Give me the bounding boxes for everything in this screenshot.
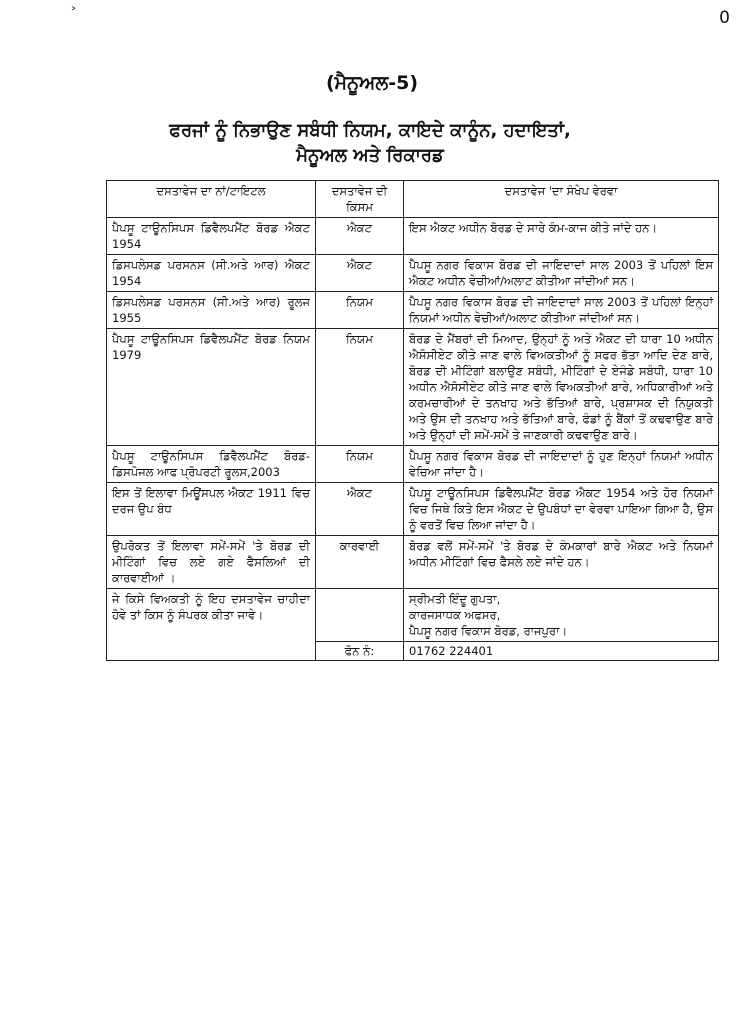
document-type: ਕਾਰਵਾਈ	[316, 536, 404, 589]
phone-label: ਫੋਨ ਨੰ:	[316, 642, 404, 661]
stray-mark: ˃	[70, 6, 77, 22]
table-row	[107, 483, 719, 536]
table-row	[107, 292, 719, 329]
document-type: ਨਿਯਮ	[316, 292, 404, 329]
manual-label: (ਮੈਨੂਅਲ-5)	[325, 72, 419, 94]
document-summary: ਬੋਰਡ ਦੇ ਮੈਂਬਰਾਂ ਦੀ ਮਿਆਦ, ਉਨ੍ਹਾਂ ਨੂੰ ਅਤੇ ਐਕਟ ਦੀ ਧਾਰਾ 10 ਅਧੀਨ ਐਸੋਸੀਏਟ ਕੀਤੇ ਜਾਣ ਵਾਲੇ ਵਿਅਕਤੀਆਂ ਨੂੰ ਸਫਰ ਭੱਤਾ ਆਦਿ ਦੇਣ ਬਾਰੇ, ਬੋਰਡ ਦੀ ਮੀਟਿੰਗਾਂ ਬਲਾਉਣ ਸਬੰਧੀ, ਮੀਟਿੰਗਾਂ ਦੇ ਏਜੰਡੇ ਸਬੰਧੀ, ਧਾਰਾ 10 ਅਧੀਨ ਐਸੋਸੀਏਟ ਕੀਤੇ ਜਾਣ ਵਾਲੇ ਵਿਅਕਤੀਆਂ ਬਾਰੇ, ਅਧਿਕਾਰੀਆਂ ਅਤੇ ਕਰਮਚਾਰੀਆਂ ਦੇ ਤਨਖਾਹ ਅਤੇ ਭੱਤਿਆਂ ਬਾਰੇ, ਪ੍ਰਸ਼ਾਸਕ ਦੀ ਨਿਯੁਕਤੀ ਅਤੇ ਉਸ ਦੀ ਤਨਖਾਹ ਅਤੇ ਭੱਤਿਆਂ ਬਾਰੇ, ਫੰਡਾਂ ਨੂੰ ਬੈਂਕਾਂ ਤੋਂ ਕਢਵਾਉਣ ਬਾਰੇ ਅਤੇ ਉਨ੍ਹਾਂ ਦੀ ਸਮੇਂ-ਸਮੇਂ ਤੇ ਜਾਣਕਾਰੀ ਕਢਵਾਉਣ ਬਾਰੇ।	[404, 329, 719, 446]
document-type: ਐਕਟ	[316, 483, 404, 536]
document-summary: ਬੋਰਡ ਵਲੋਂ ਸਮੇਂ-ਸਮੇਂ 'ਤੇ ਬੋਰਡ ਦੇ ਕੰਮਕਾਰਾਂ ਬਾਰੇ ਐਕਟ ਅਤੇ ਨਿਯਮਾਂ ਅਧੀਨ ਮੀਟਿੰਗਾਂ ਵਿਚ ਫੈਸਲੇ ਲਏ ਜਾਂਦੇ ਹਨ।	[404, 536, 719, 589]
office-name: ਪੈਪਸੂ ਨਗਰ ਵਿਕਾਸ ਬੋਰਡ, ਰਾਜਪੁਰਾ।	[409, 624, 568, 638]
document-type: ਐਕਟ	[316, 218, 404, 255]
contact-type-cell	[316, 589, 404, 642]
table-row	[107, 536, 719, 589]
document-summary: ਇਸ ਐਕਟ ਅਧੀਨ ਬੋਰਡ ਦੇ ਸਾਰੇ ਕੰਮ-ਕਾਜ ਕੀਤੇ ਜਾਂਦੇ ਹਨ।	[404, 218, 719, 255]
table-header-row	[107, 181, 719, 218]
title-line-1: ਫਰਜਾਂ ਨੂੰ ਨਿਭਾਉਣ ਸਬੰਧੀ ਨਿਯਮ, ਕਾਇਦੇ ਕਾਨੂੰਨ, ਹਦਾਇਤਾਂ,	[169, 120, 571, 141]
table-row	[107, 218, 719, 255]
document-name: ਪੈਪਸੂ ਟਾਊਨਸਿਪਸ ਡਿਵੈਲਪਮੈਂਟ ਬੋਰਡ ਐਕਟ 1954	[107, 218, 316, 255]
document-name: ਡਿਸਪਲੇਸਡ ਪਰਸਨਸ (ਸੀ.ਅਤੇ ਆਰ) ਰੂਲਜ 1955	[107, 292, 316, 329]
document-name: ਇਸ ਤੋਂ ਇਲਾਵਾ ਮਿਊਂਸਪਲ ਐਕਟ 1911 ਵਿਚ ਦਰਜ ਉਪ ਬੰਧ	[107, 483, 316, 536]
officer-title: ਕਾਰਜਸਾਧਕ ਅਫਸਰ,	[409, 608, 501, 622]
document-type: ਨਿਯਮ	[316, 329, 404, 446]
table-row	[107, 446, 719, 483]
document-name: ਉਪਰੋਕਤ ਤੋਂ ਇਲਾਵਾ ਸਮੇਂ-ਸਮੇਂ 'ਤੇ ਬੋਰਡ ਦੀ ਮੀਟਿੰਗਾਂ ਵਿਚ ਲਏ ਗਏ ਫੈਸਲਿਆਂ ਦੀ ਕਾਰਵਾਈਆਂ ।	[107, 536, 316, 589]
documents-table	[106, 180, 719, 661]
contact-details	[404, 589, 719, 642]
document-name: ਪੈਪਸੂ ਟਾਊਨਸਿਪਸ ਡਿਵੈਲਪਮੈਂਟ ਬੋਰਡ ਨਿਯਮ 1979	[107, 329, 316, 446]
document-type: ਐਕਟ	[316, 255, 404, 292]
phone-number: 01762 224401	[404, 642, 719, 661]
header-document-summary: ਦਸਤਾਵੇਜ 'ਦਾ ਸੰਖੇਪ ਵੇਰਵਾ	[404, 181, 719, 218]
document-summary: ਪੈਪਸੂ ਟਾਊਨਸਿਪਸ ਡਿਵੈਲਪਮੈਂਟ ਬੋਰਡ ਐਕਟ 1954 ਅਤੇ ਹੋਰ ਨਿਯਮਾਂ ਵਿਚ ਜਿਥੇ ਕਿਤੇ ਇਸ ਐਕਟ ਦੇ ਉਪਬੰਧਾਂ ਦਾ ਵੇਰਵਾ ਪਾਇਆ ਗਿਆ ਹੈ, ਉਸ ਨੂੰ ਵਰਤੋਂ ਵਿਚ ਲਿਆ ਜਾਂਦਾ ਹੈ।	[404, 483, 719, 536]
page-number: 0	[719, 8, 730, 28]
document-summary: ਪੈਪਸੂ ਨਗਰ ਵਿਕਾਸ ਬੋਰਡ ਦੀ ਜਾਇਦਾਦਾਂ ਸਾਲ 2003 ਤੋਂ ਪਹਿਲਾਂ ਇਨ੍ਹਾਂ ਨਿਯਮਾਂ ਅਧੀਨ ਵੇਚੀਆਂ/ਅਲਾਟ ਕੀਤੀਆ ਜਾਂਦੀਆਂ ਸਨ।	[404, 292, 719, 329]
header-document-type: ਦਸਤਾਵੇਜ ਦੀ ਕਿਸਮ	[316, 181, 404, 218]
document-summary: ਪੈਪਸੂ ਨਗਰ ਵਿਕਾਸ ਬੋਰਡ ਦੀ ਜਾਇਦਾਦਾਂ ਸਾਲ 2003 ਤੋਂ ਪਹਿਲਾਂ ਇਸ ਐਕਟ ਅਧੀਨ ਵੇਚੀਆਂ/ਅਲਾਟ ਕੀਤੀਆ ਜਾਂਦੀਆਂ ਸਨ।	[404, 255, 719, 292]
officer-name: ਸ੍ਰੀਮਤੀ ਇੰਦੂ ਗੁਪਤਾ,	[409, 592, 501, 606]
contact-row	[107, 589, 719, 642]
header-document-name: ਦਸਤਾਵੇਜ ਦਾ ਨਾਂ/ਟਾਇਟਲ	[107, 181, 316, 218]
document-type: ਨਿਯਮ	[316, 446, 404, 483]
document-name: ਪੈਪਸੂ ਟਾਊਨਸਿਪਸ ਡਿਵੈਲਪਮੈਂਟ ਬੋਰਡ-ਡਿਸਪੋਜਲ ਆਫ ਪ੍ਰੋਪਰਟੀ ਰੂਲਸ,2003	[107, 446, 316, 483]
page-title	[60, 118, 680, 168]
document-name: ਡਿਸਪਲੇਸਡ ਪਰਸਨਸ (ਸੀ.ਅਤੇ ਆਰ) ਐਕਟ 1954	[107, 255, 316, 292]
table-row	[107, 329, 719, 446]
contact-question: ਜੇ ਕਿਸੇ ਵਿਅਕਤੀ ਨੂੰ ਇਹ ਦਸਤਾਵੇਜ ਚਾਹੀਦਾ ਹੋਵੇ ਤਾਂ ਕਿਸ ਨੂੰ ਸੰਪਰਕ ਕੀਤਾ ਜਾਵੇ।	[107, 589, 316, 661]
document-summary: ਪੈਪਸੂ ਨਗਰ ਵਿਕਾਸ ਬੋਰਡ ਦੀ ਜਾਇਦਾਦਾਂ ਨੂੰ ਹੁਣ ਇਨ੍ਹਾਂ ਨਿਯਮਾਂ ਅਧੀਨ ਵੇਚਿਆ ਜਾਂਦਾ ਹੈ।	[404, 446, 719, 483]
table-row	[107, 255, 719, 292]
title-line-2: ਮੈਨੂਅਲ ਅਤੇ ਰਿਕਾਰਡ	[296, 145, 444, 166]
